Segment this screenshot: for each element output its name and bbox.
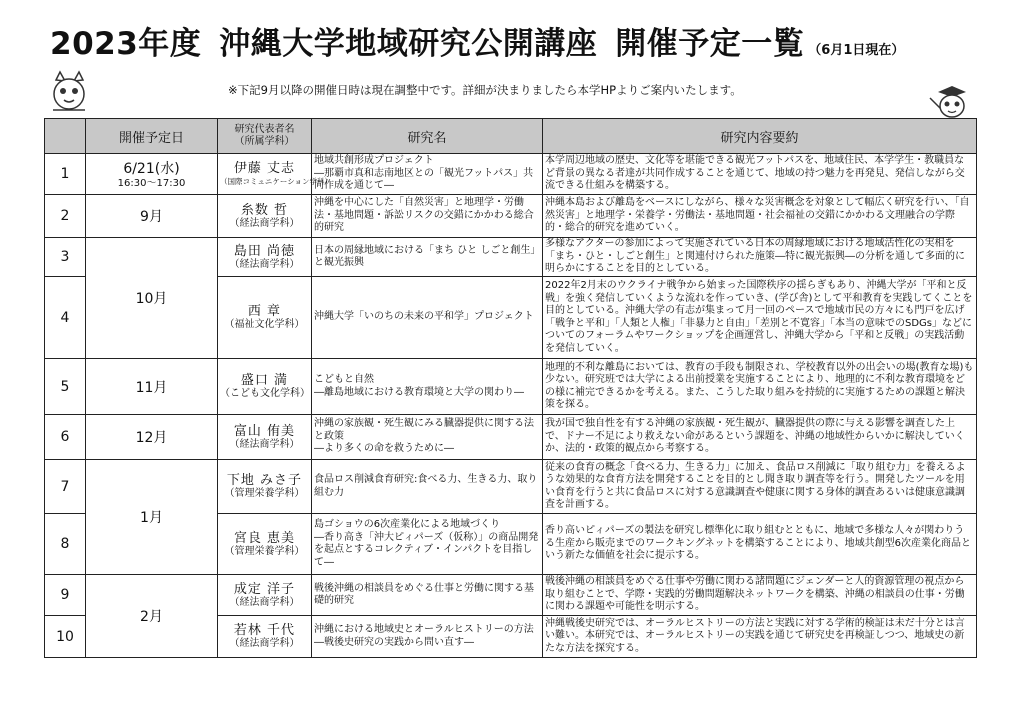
person-dept: （経法商学科） bbox=[229, 638, 300, 649]
topic-cell: 地域共創形成プロジェクト ―那覇市真和志南地区との「観光フットパス」共同作成を通じて― bbox=[312, 154, 543, 195]
person-dept: （こども文化学科） bbox=[220, 388, 310, 399]
row-number: 8 bbox=[45, 514, 86, 575]
topic-cell: 島ゴショウの6次産業化による地域づくり ―香り高き「沖大ピィパーズ（仮称）」の商品開発を起点とするコレクティブ・インパクトを目指して― bbox=[312, 514, 543, 575]
title-main: 沖縄大学地域研究公開講座 bbox=[219, 26, 598, 62]
as-of-date: （6月1日現在） bbox=[808, 43, 905, 58]
topic-cell: 戦後沖縄の相談員をめぐる仕事と労働に関する基礎的研究 bbox=[312, 575, 543, 616]
header-topic: 研究名 bbox=[312, 119, 543, 154]
page-title bbox=[50, 24, 904, 71]
person-name: 宮良 恵美 bbox=[233, 530, 296, 546]
person-name: 若林 千代 bbox=[233, 623, 296, 638]
person-name: 西 章 bbox=[247, 304, 282, 319]
person-dept: （経法商学科） bbox=[229, 596, 300, 608]
title-sub: 開催予定一覧 bbox=[615, 26, 805, 62]
person-name: 伊藤 丈志 bbox=[233, 160, 296, 176]
summary-cell: 多様なアクターの参加によって実施されている日本の周縁地域における地域活性化の実相を「まち・ひと・しごと創生」と関連付けられた施策―特に観光振興―の分析を通して多面的に明らかにすることを目的としている。 bbox=[543, 238, 977, 277]
person-name: 盛口 満 bbox=[240, 373, 289, 388]
summary-cell: 地理的不利な離島においては、教育の手段も制限され、学校教育以外の出会いの場(教育な場)も少ない。研究班では大学による出前授業を実施することにより、地理的に不利な教育環境をどの様に補完できるかを考える。また、こうした取り組みを持続的に実施するための課題と解決策を探る。 bbox=[543, 359, 977, 415]
row-number: 5 bbox=[45, 359, 86, 415]
person-name: 島田 尚徳 bbox=[233, 243, 296, 259]
summary-cell: 沖縄本島および離島をベースにしながら、様々な災害概念を対象として幅広く研究を行い、「自然災害」と地理学・栄養学・労働法・基地問題・社会福祉の交錯にかかわる文理融合の学際的・総合的研究を進めていく。 bbox=[543, 195, 977, 238]
header-person-line2: （所属学科） bbox=[234, 136, 295, 147]
row-number: 3 bbox=[45, 238, 86, 277]
table-row bbox=[45, 238, 977, 277]
row-number: 4 bbox=[45, 277, 86, 359]
date-cell: 10月 bbox=[86, 238, 218, 359]
person-cell bbox=[218, 277, 312, 359]
person-name: 富山 侑美 bbox=[233, 423, 296, 439]
table-row bbox=[45, 359, 977, 415]
row-number: 9 bbox=[45, 575, 86, 616]
table-row bbox=[45, 195, 977, 238]
person-cell bbox=[218, 238, 312, 277]
summary-cell: 戦後沖縄の相談員をめぐる仕事や労働に関わる諸問題にジェンダーと人的資源管理の視点から取り組むことで、学際・実践的労働問題解決ネットワークを構築、沖縄の相談員の仕事・労働に関わる課題や可能性を明示する。 bbox=[543, 575, 977, 616]
table-row bbox=[45, 575, 977, 616]
table-row bbox=[45, 415, 977, 460]
topic-cell: 沖縄の家族観・死生観にみる臓器提供に関する法と政策 ―より多くの命を救うために― bbox=[312, 415, 543, 460]
topic-cell: 日本の周縁地域における「まち ひと しごと創生」と観光振興 bbox=[312, 238, 543, 277]
person-cell bbox=[218, 514, 312, 575]
person-cell bbox=[218, 616, 312, 658]
person-dept: （経法商学科） bbox=[229, 258, 300, 270]
date-cell bbox=[86, 154, 218, 195]
row-number: 2 bbox=[45, 195, 86, 238]
person-cell bbox=[218, 415, 312, 460]
person-dept: （国際コミュニケーション学科） bbox=[220, 176, 333, 186]
date-cell: 1月 bbox=[86, 460, 218, 575]
person-name: 下地 みさ子 bbox=[226, 473, 303, 488]
topic-cell: 食品ロス削減食育研究:食べる力、生きる力、取り組む力 bbox=[312, 460, 543, 514]
summary-cell: 2022年2月末のウクライナ戦争から始まった国際秩序の揺らぎもあり、沖縄大学が「平和と反戦」を強く発信していくような流れを作っていき、(学び舎)として平和教育を実践してくことを目的としている。沖縄大学の有志が集まって月一回のペースで地域市民の方々にも門戸を広げ「戦争と平和」「人類と人権」「非暴力と自由」「差別と不寛容」「本当の意味でのSDGs」などについてのフォーラムやワークショップを企画運営し、沖縄大学から「平和と反戦」の実践活動を発信していく。 bbox=[543, 277, 977, 359]
summary-cell: 我が国で独自性を有する沖縄の家族観・死生観が、臓器提供の際に与える影響を調査した上で、ドナー不足により救えない命があるという課題を、沖縄の地域性からいかに解決していくか、法的・政策的観点から考察する。 bbox=[543, 415, 977, 460]
time-value: 16:30～17:30 bbox=[117, 178, 186, 189]
header-summary: 研究内容要約 bbox=[543, 119, 977, 154]
topic-cell: こどもと自然 ―離島地域における教育環境と大学の関わり― bbox=[312, 359, 543, 415]
summary-cell: 従来の食育の概念「食べる力、生きる力」に加え、食品ロス削減に「取り組む力」を養えるような効果的な食育方法を開発することを目的とし聞き取り調査等を行う。開発したツールを用い食育を行うと共に食品ロスに対する意識調査や健康に関する身体的調査あるいは健康意識調査を計画する。 bbox=[543, 460, 977, 514]
topic-cell: 沖縄大学「いのちの未来の平和学」プロジェクト bbox=[312, 277, 543, 359]
schedule-note: ※下記9月以降の開催日時は現在調整中です。詳細が決まりましたら本学HPよりご案内いたします。 bbox=[228, 83, 742, 97]
row-number: 6 bbox=[45, 415, 86, 460]
summary-cell: 香り高いピィパーズの製法を研究し標準化に取り組むとともに、地域で多様な人々が関わりうる生産から販売までのワークキングネットを構築することにより、地域共創型6次産業化商品という新たな価値を社会に提示する。 bbox=[543, 514, 977, 575]
person-dept: （経法商学科） bbox=[229, 438, 300, 450]
header-number bbox=[45, 119, 86, 154]
person-cell bbox=[218, 575, 312, 616]
title-year: 2023年度 bbox=[50, 26, 202, 62]
table-header-row bbox=[45, 119, 977, 154]
person-dept: （管理栄養学科） bbox=[224, 488, 305, 499]
person-dept: （経法商学科） bbox=[229, 217, 300, 229]
table-row bbox=[45, 460, 977, 514]
person-name: 糸数 哲 bbox=[240, 202, 289, 218]
summary-cell: 本学周辺地域の歴史、文化等を堪能できる観光フットパスを、地域住民、本学学生・教職員など背景の異なる者達が共同作成することを通じて、地域の持つ魅力を再発見、発信しながら交流できる仕組みを構築する。 bbox=[543, 154, 977, 195]
topic-cell: 沖縄における地域史とオーラルヒストリーの方法 ―戦後史研究の実践から問い直す― bbox=[312, 616, 543, 658]
summary-cell: 沖縄戦後史研究では、オーラルヒストリーの方法と実践に対する学術的検証は未だ十分とは言い難い。本研究では、オーラルヒストリーの実践を通じて研究史を再検証しつつ、地域史の新たな方法を探究する。 bbox=[543, 616, 977, 658]
date-value: 6/21(水) bbox=[123, 161, 180, 177]
person-dept: （管理栄養学科） bbox=[224, 545, 305, 557]
date-cell: 2月 bbox=[86, 575, 218, 658]
lecture-schedule-table bbox=[44, 118, 977, 658]
row-number: 10 bbox=[45, 616, 86, 658]
header-person-line1: 研究代表者名 bbox=[234, 124, 295, 135]
person-cell bbox=[218, 359, 312, 415]
person-dept: （福祉文化学科） bbox=[224, 319, 305, 330]
topic-cell: 沖縄を中心にした「自然災害」と地理学・労働法・基地問題・訴訟リスクの交錯にかかわる総合的研究 bbox=[312, 195, 543, 238]
header-person bbox=[218, 119, 312, 154]
date-cell: 9月 bbox=[86, 195, 218, 238]
mascot-professor-icon bbox=[928, 84, 976, 120]
person-cell bbox=[218, 154, 333, 195]
mascot-left-icon bbox=[48, 70, 92, 114]
date-cell: 12月 bbox=[86, 415, 218, 460]
row-number: 1 bbox=[45, 154, 86, 195]
person-cell bbox=[218, 195, 312, 238]
person-cell bbox=[218, 460, 312, 514]
row-number: 7 bbox=[45, 460, 86, 514]
date-cell: 11月 bbox=[86, 359, 218, 415]
table-row bbox=[45, 154, 977, 195]
header-date: 開催予定日 bbox=[86, 119, 218, 154]
person-name: 成定 洋子 bbox=[233, 581, 296, 597]
